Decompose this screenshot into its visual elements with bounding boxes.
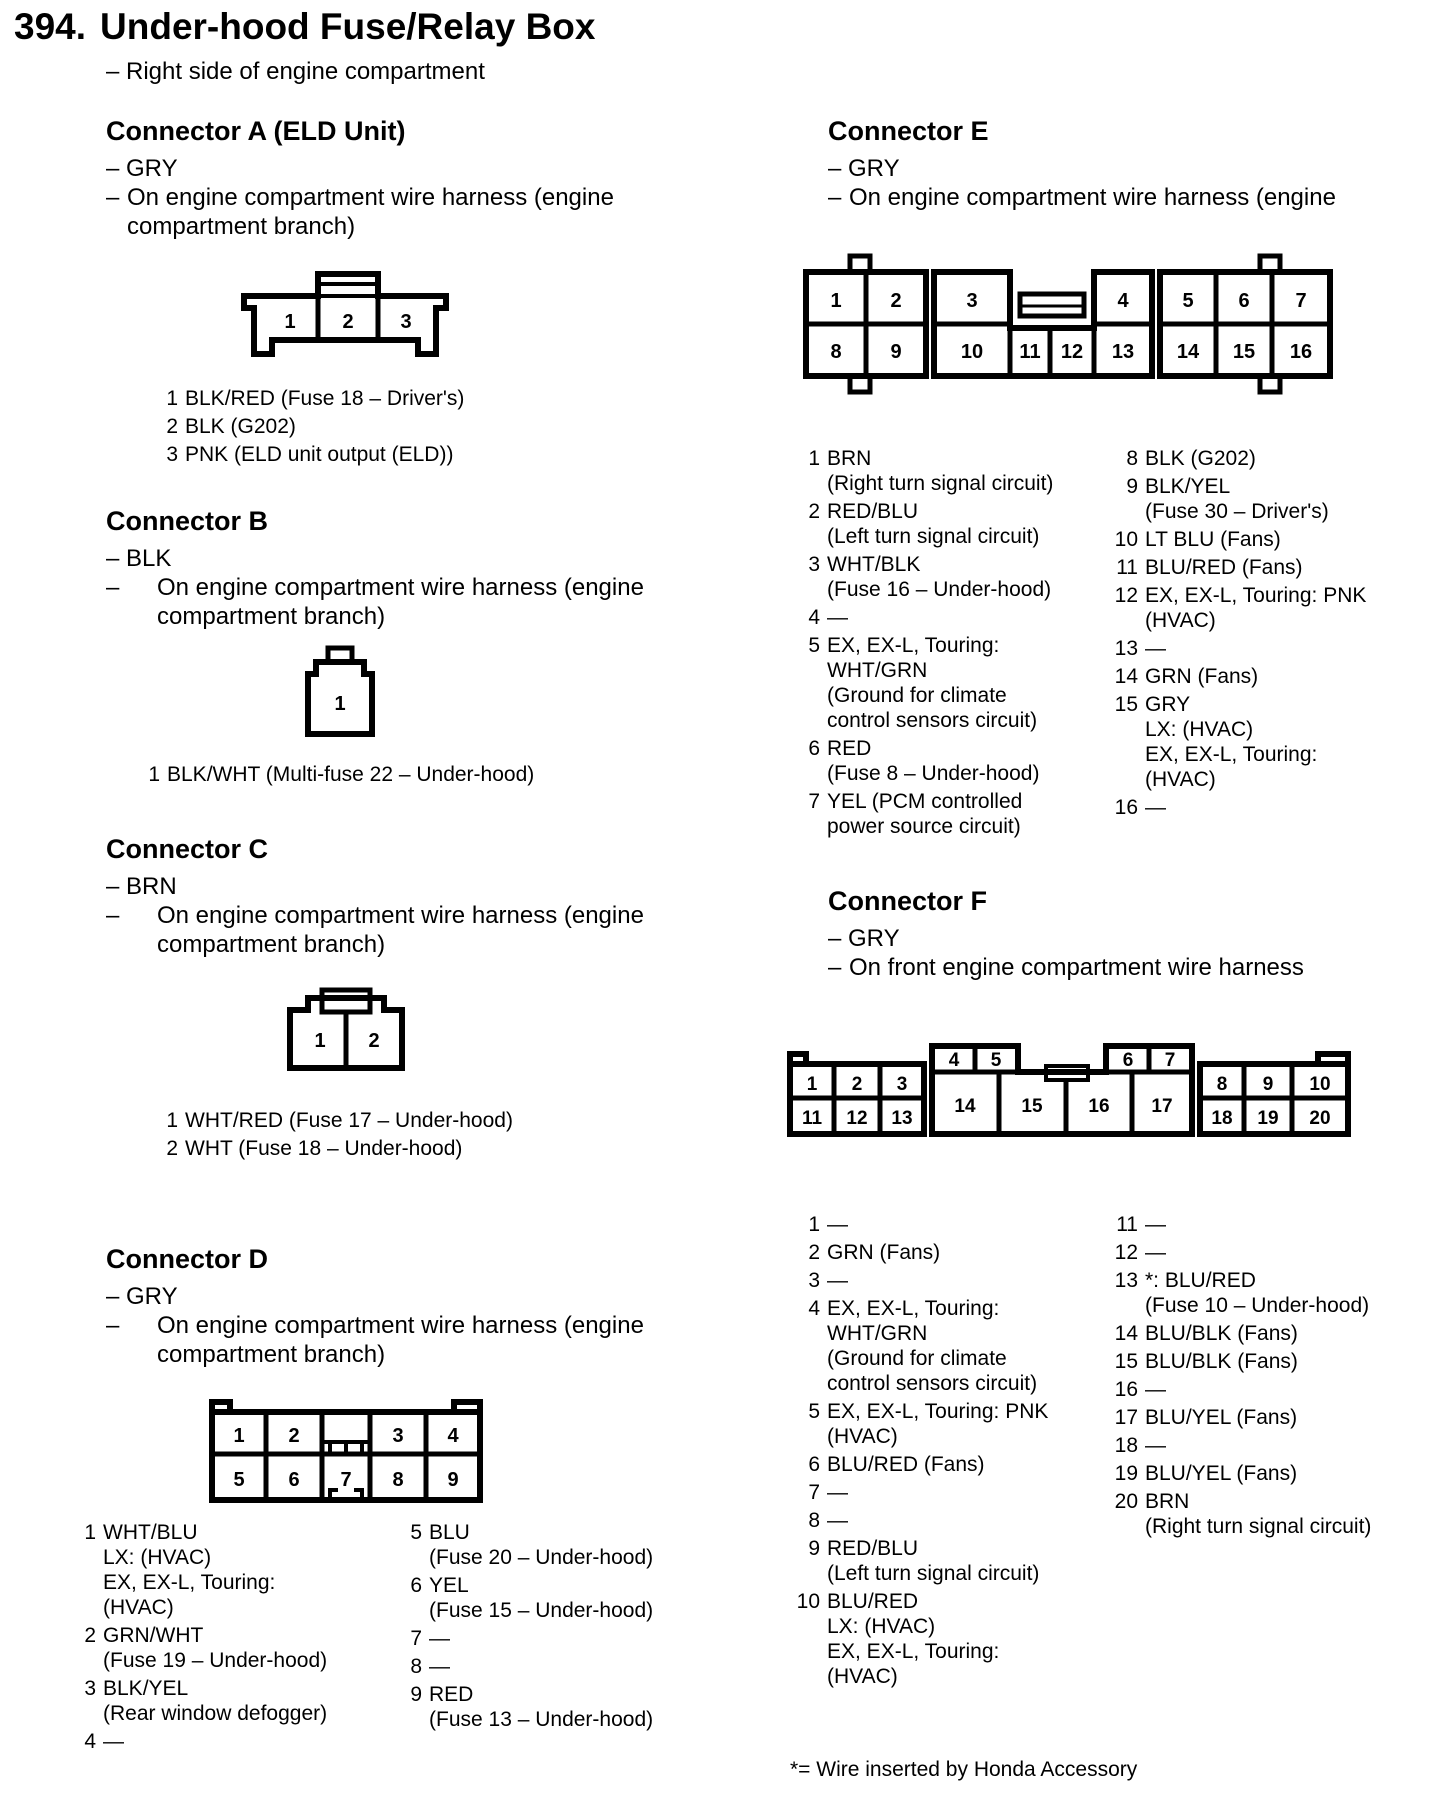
pin-row: 6 BLU/RED (Fans) — [808, 1453, 985, 1476]
pin-row: 9 RED (Fuse 13 – Under-hood) — [410, 1683, 654, 1731]
connector-e-cavity: 15 — [1232, 341, 1256, 363]
pin-row: 3 WHT/BLK (Fuse 16 – Under-hood) — [808, 553, 1052, 601]
pin-row: 2 WHT (Fuse 18 – Under-hood) — [166, 1137, 463, 1160]
connector-e-cavity: 14 — [1176, 341, 1200, 363]
connector-d-cavity: 7 — [340, 1469, 352, 1491]
pin-row: 13 — — [1114, 637, 1166, 660]
connector-f-cavity: 19 — [1257, 1108, 1279, 1129]
connector-b-color: – BLK — [106, 545, 172, 572]
connector-b-cavity: 1 — [334, 693, 346, 715]
connector-e-diagram — [800, 252, 1340, 396]
connector-e-cavity: 6 — [1238, 290, 1250, 312]
pin-row: 12 — — [1114, 1241, 1166, 1264]
pin-row: 1 — — [808, 1213, 848, 1236]
connector-b-location: – On engine compartment wire harness (engine compartment branch) — [106, 574, 644, 630]
connector-f-cavity: 14 — [954, 1096, 976, 1117]
connector-b-title: Connector B — [106, 506, 268, 536]
pin-row: 13 *: BLU/RED (Fuse 10 – Under-hood) — [1114, 1269, 1370, 1317]
connector-f-cavity: 12 — [846, 1108, 868, 1129]
connector-a-desc — [106, 154, 666, 241]
connector-f-cavity: 5 — [990, 1050, 1002, 1071]
pin-row: 4 — — [808, 606, 848, 629]
connector-d-cavity: 8 — [392, 1469, 404, 1491]
connector-c-location: – On engine compartment wire harness (engine compartment branch) — [106, 902, 644, 958]
connector-a-cavity: 2 — [342, 311, 354, 333]
pin-row: 6 RED (Fuse 8 – Under-hood) — [808, 737, 1040, 785]
pin-row: 2 BLK (G202) — [166, 415, 296, 438]
footnote: *= Wire inserted by Honda Accessory — [790, 1758, 1138, 1781]
connector-e-pins-right — [1108, 446, 1448, 823]
connector-c-cavity: 1 — [314, 1030, 326, 1052]
connector-d-cavity: 6 — [288, 1469, 300, 1491]
pin-row: 15 GRY LX: (HVAC) EX, EX-L, Touring: (HVAC) — [1114, 693, 1318, 791]
page-subtitle: – Right side of engine compartment — [106, 58, 485, 85]
connector-a-cavity: 3 — [400, 311, 412, 333]
pin-row: 9 RED/BLU (Left turn signal circuit) — [808, 1537, 1040, 1585]
pin-row: 18 — — [1114, 1434, 1166, 1457]
pin-row: 8 — — [808, 1509, 848, 1532]
connector-f-pins-left — [790, 1212, 1090, 1692]
pin-row: 2 GRN (Fans) — [808, 1241, 941, 1264]
connector-e-cavity: 16 — [1289, 341, 1313, 363]
connector-e-cavity: 9 — [890, 341, 902, 363]
pin-row: 7 — — [808, 1481, 848, 1504]
pin-row: 14 GRN (Fans) — [1114, 665, 1259, 688]
connector-d-title: Connector D — [106, 1244, 268, 1274]
connector-a-diagram — [240, 268, 450, 358]
connector-f-cavity: 13 — [891, 1108, 913, 1129]
connector-f-cavity: 20 — [1309, 1108, 1331, 1129]
connector-e-location: – On engine compartment wire harness (engine — [828, 184, 1336, 211]
connector-f-cavity: 17 — [1151, 1096, 1173, 1117]
connector-e-cavity: 2 — [890, 290, 902, 312]
connector-c-diagram — [284, 986, 408, 1074]
pin-row: 2 RED/BLU (Left turn signal circuit) — [808, 500, 1040, 548]
connector-f-cavity: 2 — [851, 1074, 863, 1095]
pin-row: 1 WHT/BLU LX: (HVAC) EX, EX-L, Touring: (HVAC) — [84, 1521, 276, 1619]
connector-e-cavity: 4 — [1117, 290, 1129, 312]
connector-c-color: – BRN — [106, 873, 177, 900]
pin-row: 15 BLU/BLK (Fans) — [1114, 1350, 1298, 1373]
connector-e-cavity: 5 — [1182, 290, 1194, 312]
connector-e-title: Connector E — [828, 116, 989, 146]
connector-d-cavity: 2 — [288, 1425, 300, 1447]
connector-a-pins — [148, 386, 588, 470]
connector-f-title: Connector F — [828, 886, 987, 916]
connector-e-cavity: 7 — [1295, 290, 1307, 312]
pin-row: 12 EX, EX-L, Touring: PNK (HVAC) — [1114, 584, 1367, 632]
connector-f-cavity: 18 — [1211, 1108, 1233, 1129]
pin-row: 14 BLU/BLK (Fans) — [1114, 1322, 1298, 1345]
connector-f-diagram — [784, 1040, 1354, 1140]
connector-f-cavity: 7 — [1164, 1050, 1176, 1071]
connector-c-title: Connector C — [106, 834, 268, 864]
pin-row: 1 BRN (Right turn signal circuit) — [808, 447, 1054, 495]
pin-row: 10 LT BLU (Fans) — [1114, 528, 1281, 551]
connector-c-pins — [148, 1108, 588, 1164]
connector-d-location: – On engine compartment wire harness (engine compartment branch) — [106, 1312, 644, 1368]
pin-row: 2 GRN/WHT (Fuse 19 – Under-hood) — [84, 1624, 328, 1672]
connector-f-cavity: 16 — [1088, 1096, 1110, 1117]
connector-e-color: – GRY — [828, 155, 900, 182]
connector-b-diagram — [300, 644, 380, 740]
pin-row: 3 — — [808, 1269, 848, 1292]
connector-b-pins — [130, 762, 650, 790]
connector-a-cavity: 1 — [284, 311, 296, 333]
connector-e-cavity: 11 — [1019, 341, 1041, 363]
connector-e-cavity: 8 — [830, 341, 842, 363]
connector-e-desc — [828, 154, 1388, 212]
connector-d-desc — [106, 1282, 666, 1369]
pin-row: 1 WHT/RED (Fuse 17 – Under-hood) — [166, 1109, 513, 1132]
connector-d-cavity: 5 — [233, 1469, 245, 1491]
connector-f-cavity: 4 — [948, 1050, 960, 1071]
connector-e-cavity: 1 — [830, 290, 842, 312]
pin-row: 17 BLU/YEL (Fans) — [1114, 1406, 1298, 1429]
connector-d-pins-left — [66, 1520, 366, 1757]
connector-f-cavity: 9 — [1262, 1074, 1274, 1095]
connector-d-color: – GRY — [106, 1283, 178, 1310]
connector-a-color: – GRY — [106, 155, 178, 182]
pin-row: 8 — — [410, 1655, 450, 1678]
pin-row: 7 YEL (PCM controlled power source circuit) — [808, 790, 1023, 838]
pin-row: 10 BLU/RED LX: (HVAC) EX, EX-L, Touring: (HVAC) — [796, 1590, 1000, 1688]
pin-row: 9 BLK/YEL (Fuse 30 – Driver's) — [1126, 475, 1329, 523]
connector-d-cavity: 4 — [447, 1425, 459, 1447]
connector-f-color: – GRY — [828, 925, 900, 952]
connector-d-cavity: 3 — [392, 1425, 404, 1447]
connector-e-cavity: 3 — [966, 290, 978, 312]
pin-row: 7 — — [410, 1627, 450, 1650]
connector-f-pins-right — [1108, 1212, 1448, 1542]
pin-row: 16 — — [1114, 796, 1166, 819]
pin-row: 4 — — [84, 1730, 124, 1753]
connector-c-cavity: 2 — [368, 1030, 380, 1052]
connector-e-cavity: 12 — [1060, 341, 1084, 363]
pin-row: 1 BLK/RED (Fuse 18 – Driver's) — [166, 387, 465, 410]
connector-e-cavity: 13 — [1111, 341, 1135, 363]
pin-row: 5 EX, EX-L, Touring: PNK (HVAC) — [808, 1400, 1049, 1448]
connector-f-cavity: 11 — [801, 1108, 823, 1129]
pin-row: 11 BLU/RED (Fans) — [1116, 556, 1303, 579]
connector-b-desc — [106, 544, 666, 631]
pin-row: 5 EX, EX-L, Touring: WHT/GRN (Ground for climate control sensors circuit) — [808, 634, 1038, 732]
connector-d-cavity: 9 — [447, 1469, 459, 1491]
page-title-text: Under-hood Fuse/Relay Box — [100, 6, 596, 47]
connector-f-desc — [828, 924, 1388, 982]
pin-row: 1 BLK/WHT (Multi-fuse 22 – Under-hood) — [148, 763, 535, 786]
connector-f-cavity: 6 — [1122, 1050, 1134, 1071]
pin-row: 11 — — [1116, 1213, 1166, 1236]
connector-d-cavity: 1 — [233, 1425, 245, 1447]
connector-f-cavity: 15 — [1021, 1096, 1043, 1117]
pin-row: 20 BRN (Right turn signal circuit) — [1114, 1490, 1372, 1538]
pin-row: 19 BLU/YEL (Fans) — [1114, 1462, 1298, 1485]
connector-e-cavity: 10 — [960, 341, 984, 363]
connector-e-pins-left — [790, 446, 1090, 842]
pin-row: 6 YEL (Fuse 15 – Under-hood) — [410, 1574, 654, 1622]
connector-a-title: Connector A (ELD Unit) — [106, 116, 406, 146]
pin-row: 8 BLK (G202) — [1126, 447, 1256, 470]
connector-c-desc — [106, 872, 666, 959]
pin-row: 5 BLU (Fuse 20 – Under-hood) — [410, 1521, 654, 1569]
connector-f-cavity: 1 — [806, 1074, 818, 1095]
page-number: 394. — [14, 6, 87, 47]
connector-f-cavity: 3 — [896, 1074, 908, 1095]
connector-f-cavity: 10 — [1309, 1074, 1331, 1095]
connector-d-pins-right — [392, 1520, 692, 1735]
pin-row: 3 PNK (ELD unit output (ELD)) — [166, 443, 454, 466]
pin-row: 4 EX, EX-L, Touring: WHT/GRN (Ground for climate control sensors circuit) — [808, 1297, 1038, 1395]
pin-row: 3 BLK/YEL (Rear window defogger) — [84, 1677, 328, 1725]
connector-d-diagram — [206, 1390, 488, 1506]
pin-row: 16 — — [1114, 1378, 1166, 1401]
connector-a-location: – On engine compartment wire harness (engine compartment branch) — [106, 184, 614, 240]
connector-f-location: – On front engine compartment wire harness — [828, 954, 1304, 981]
page-title — [14, 6, 595, 48]
connector-f-cavity: 8 — [1216, 1074, 1228, 1095]
